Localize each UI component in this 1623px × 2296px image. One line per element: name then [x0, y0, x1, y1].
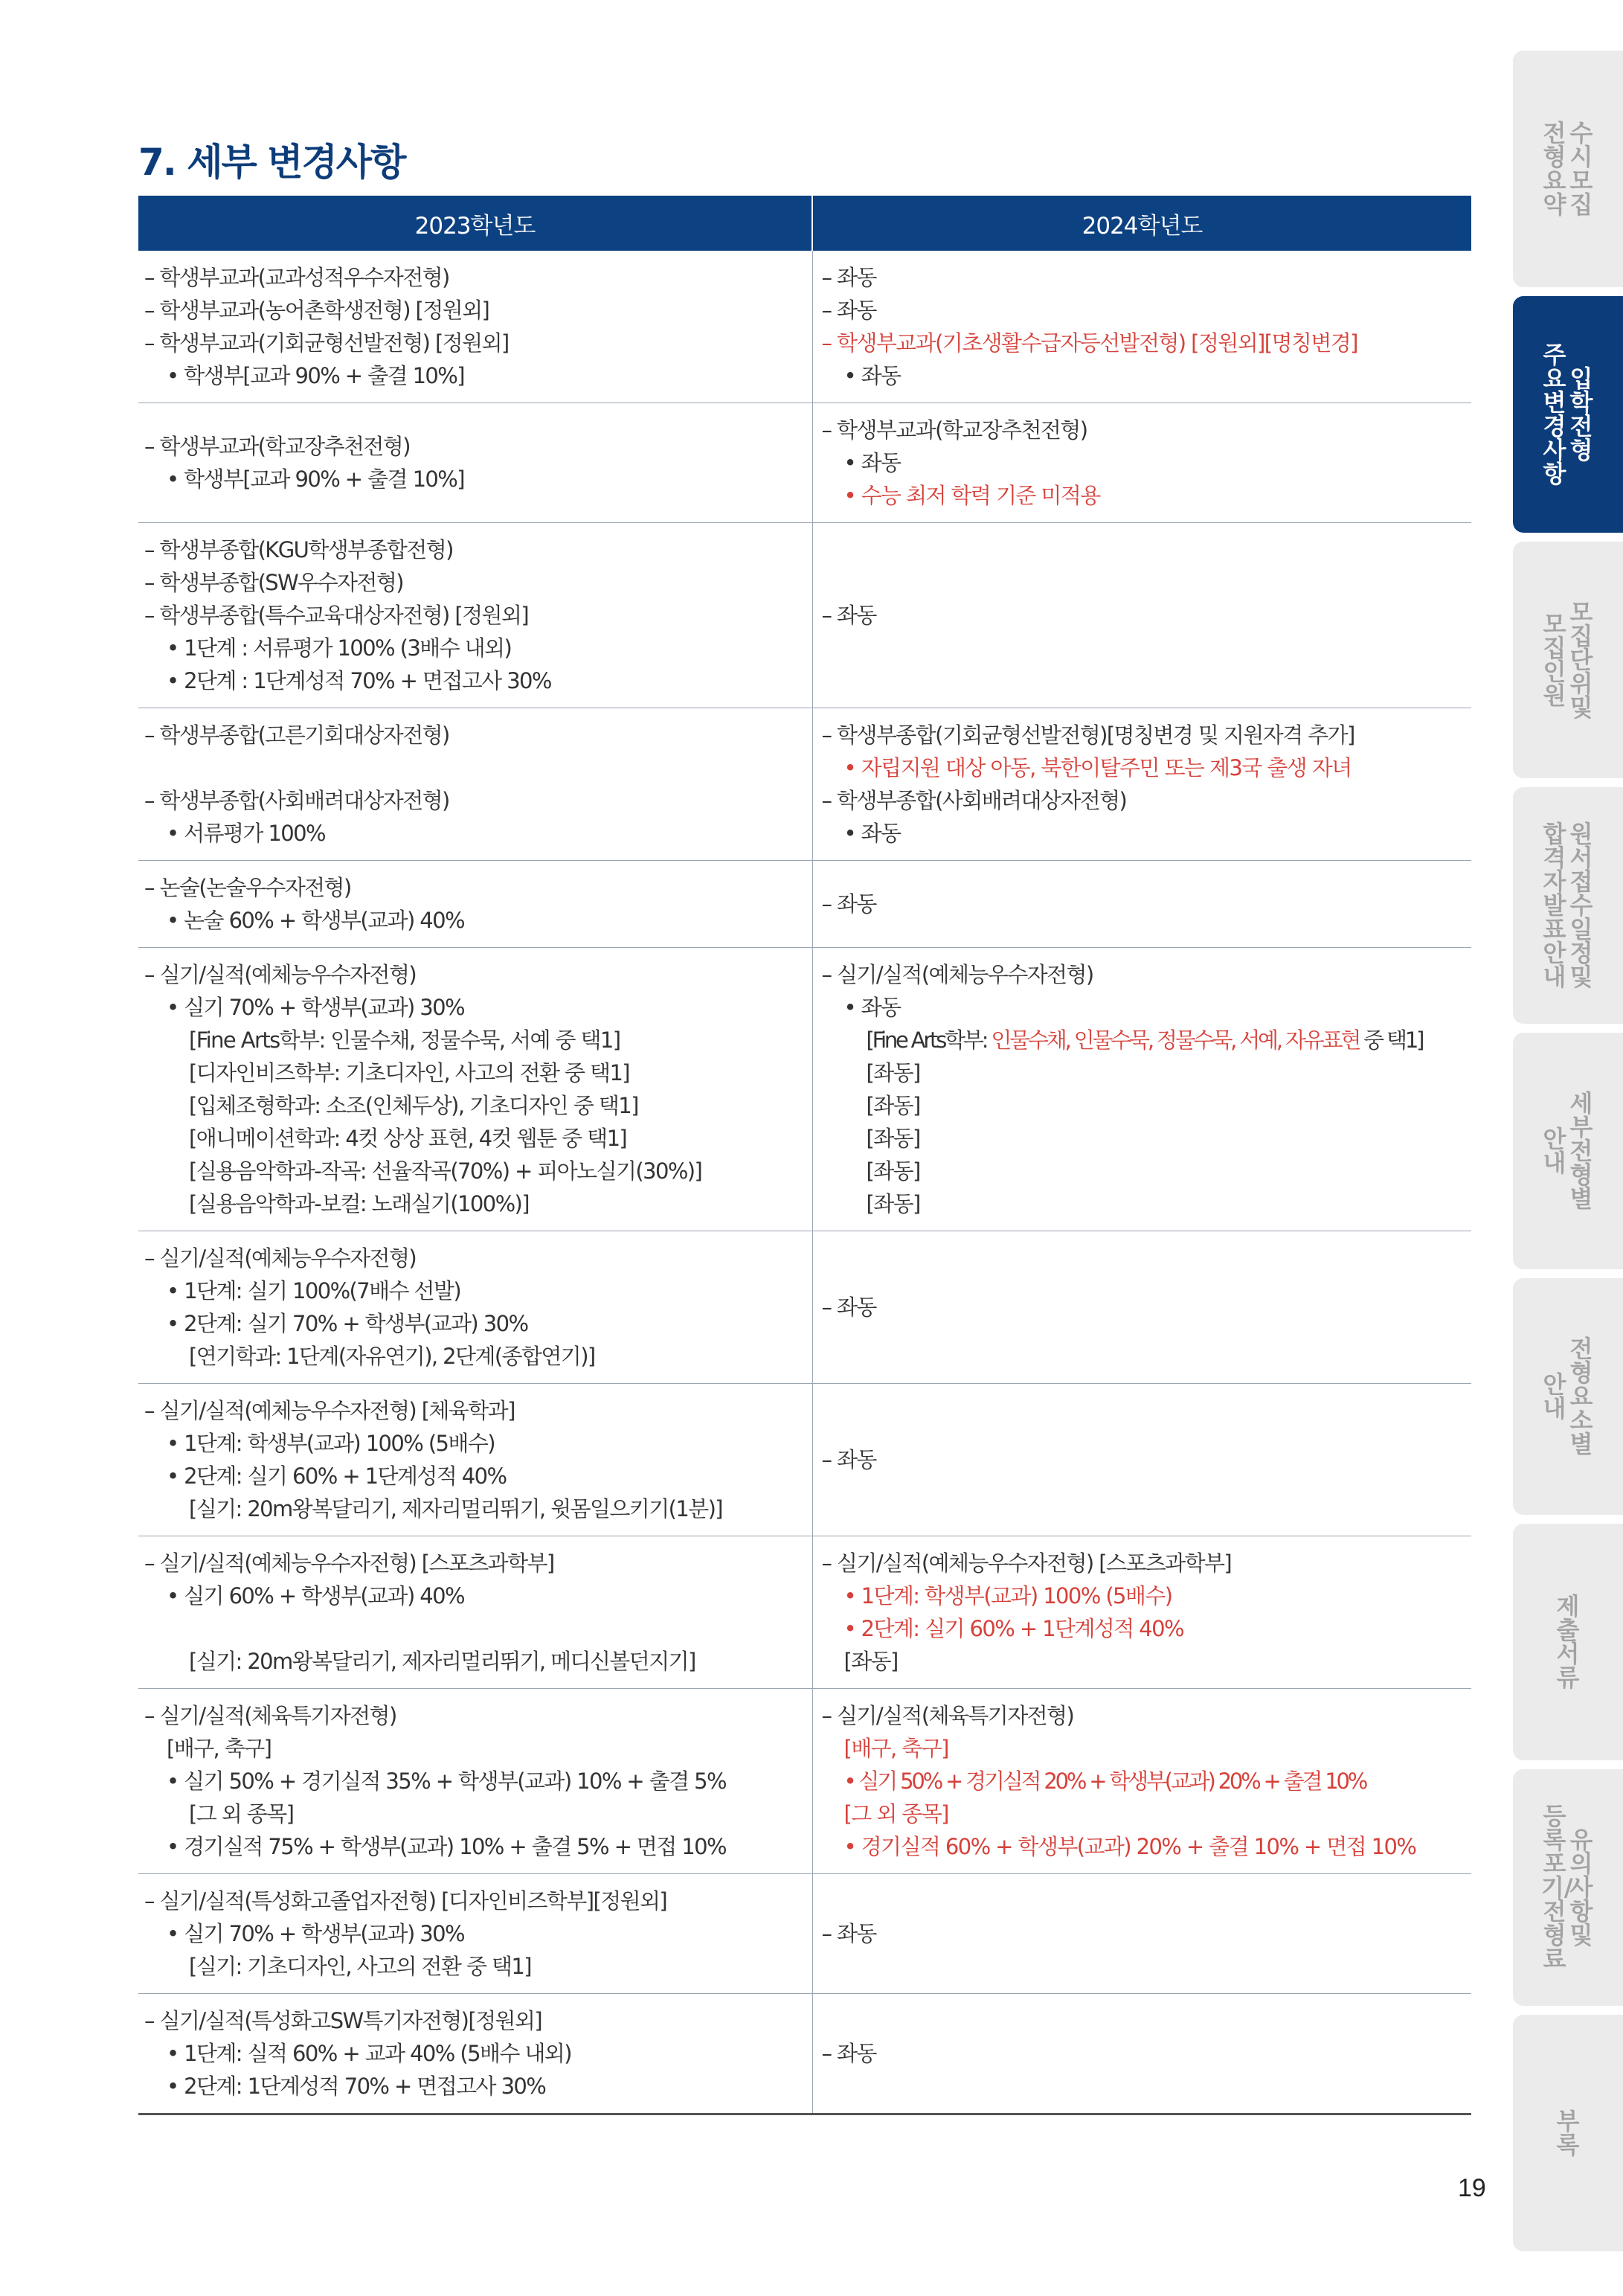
fine-arts-prefix: [Fine Arts학부: — [866, 1027, 992, 1053]
cell-subheading-changed: [배구, 축구] — [843, 1736, 948, 1761]
cell-line: – 좌동 — [821, 1295, 876, 1320]
tab-detailed-admission[interactable] — [1513, 1033, 1623, 1269]
cell-2023 — [138, 1874, 812, 1994]
cell-2023 — [138, 403, 812, 523]
cell-line: – 좌동 — [821, 1447, 876, 1472]
cell-bullet: • 1단계: 실적 60% + 교과 40% (5배수 내외) — [167, 2041, 571, 2066]
cell-bullet: • 1단계: 실기 100%(7배수 선발) — [167, 1278, 461, 1303]
cell-bullet: • 실기 50% + 경기실적 35% + 학생부(교과) 10% + 출결 5% — [167, 1769, 726, 1794]
cell-line: – 좌동 — [821, 891, 876, 917]
cell-line: – 학생부종합(SW우수자전형) — [144, 570, 403, 595]
cell-line: – 실기/실적(예체능우수자전형) [스포츠과학부] — [821, 1551, 1232, 1576]
table-row — [138, 523, 1471, 708]
cell-line: – 학생부교과(교과성적우수자전형) — [144, 265, 449, 290]
cell-detail: [좌동] — [866, 1158, 920, 1184]
cell-line: – 논술(논술우수자전형) — [144, 875, 351, 900]
cell-2024 — [812, 948, 1471, 1231]
cell-2024 — [812, 403, 1471, 523]
cell-detail: [실기: 20m왕복달리기, 제자리멀리뛰기, 윗몸일으키기(1분)] — [189, 1496, 723, 1521]
cell-line: – 학생부종합(KGU학생부종합전형) — [144, 537, 453, 562]
cell-bullet-changed: • 실기 50% + 경기실적 20% + 학생부(교과) 20% + 출결 10% — [843, 1769, 1366, 1794]
cell-detail: [좌동] — [866, 1191, 920, 1216]
table-row — [138, 1384, 1471, 1536]
cell-line: – 학생부교과(학교장추천전형) — [144, 434, 410, 459]
cell-detail: [애니메이션학과: 4컷 상상 표현, 4컷 웹툰 중 택1] — [189, 1126, 627, 1151]
table-row — [138, 403, 1471, 523]
tab-recruitment-units[interactable] — [1513, 542, 1623, 778]
cell-bullet: • 좌동 — [843, 821, 901, 846]
cell-2023 — [138, 708, 812, 861]
tab-label: 모집단위 및 — [1569, 598, 1593, 722]
cell-bullet: • 좌동 — [843, 363, 901, 388]
cell-line-changed: – 학생부교과(기초생활수급자등선발전형) [정원외][명칭변경] — [821, 330, 1357, 356]
tab-label: 입학전형 — [1569, 365, 1593, 464]
cell-bullet: • 실기 60% + 학생부(교과) 40% — [167, 1583, 464, 1609]
cell-2023 — [138, 948, 812, 1231]
cell-2024 — [812, 708, 1471, 861]
tab-label: 등록포기/전형료 — [1541, 1802, 1573, 1973]
cell-detail: [좌동] — [866, 1126, 920, 1151]
cell-2024 — [812, 1384, 1471, 1536]
cell-2023 — [138, 1994, 812, 2114]
cell-bullet: • 좌동 — [843, 450, 901, 475]
cell-2024 — [812, 1231, 1471, 1384]
cell-bullet: • 논술 60% + 학생부(교과) 40% — [167, 908, 464, 933]
cell-detail: [디자인비즈학부: 기초디자인, 사고의 전환 중 택1] — [189, 1060, 630, 1086]
table-row — [138, 861, 1471, 948]
tab-application-schedule[interactable] — [1513, 787, 1623, 1024]
page-number: 19 — [1458, 2174, 1486, 2202]
cell-2024 — [812, 523, 1471, 708]
cell-line: – 학생부교과(기회균형선발전형) [정원외] — [144, 330, 509, 356]
cell-line: – 실기/실적(예체능우수자전형) — [144, 962, 417, 987]
tab-label: 원서접수 일정 및 — [1569, 820, 1593, 991]
table-header-row — [138, 196, 1471, 251]
cell-bullet: • 좌동 — [843, 995, 901, 1020]
cell-bullet: • 2단계: 실기 60% + 1단계성적 40% — [167, 1463, 507, 1489]
cell-detail: [실기: 기초디자인, 사고의 전환 중 택1] — [189, 1954, 531, 1979]
cell-line: – 실기/실적(예체능우수자전형) [체육학과] — [144, 1398, 515, 1423]
cell-line: – 실기/실적(특성화고SW특기자전형)[정원외] — [144, 2008, 542, 2033]
cell-subheading: [그 외 종목] — [189, 1801, 294, 1827]
header-2024: 2024학년도 — [812, 196, 1471, 251]
tab-appendix[interactable] — [1513, 2015, 1623, 2251]
table-row — [138, 251, 1471, 403]
cell-line: – 학생부교과(농어촌학생전형) [정원외] — [144, 298, 489, 323]
tab-notes-and-fees[interactable] — [1513, 1769, 1623, 2006]
table-row — [138, 1231, 1471, 1384]
blank-line — [144, 1612, 812, 1645]
cell-line: – 좌동 — [821, 298, 876, 323]
cell-2024 — [812, 1994, 1471, 2114]
cell-detail: [좌동] — [866, 1093, 920, 1118]
fine-arts-line — [822, 1024, 1472, 1056]
table-row — [138, 948, 1471, 1231]
cell-line: – 학생부종합(사회배려대상자전형) — [821, 788, 1127, 813]
cell-2024 — [812, 1689, 1471, 1874]
blank-line — [144, 751, 812, 784]
cell-subheading: [배구, 축구] — [167, 1736, 271, 1761]
tab-major-changes[interactable] — [1513, 296, 1623, 533]
section-title: 7. 세부 변경사항 — [138, 141, 405, 184]
tab-label: 합격자발표 안내 — [1543, 820, 1566, 991]
cell-detail: [좌동] — [866, 1060, 920, 1086]
cell-bullet-changed: • 자립지원 대상 아동, 북한이탈주민 또는 제3국 출생 자녀 — [843, 755, 1352, 780]
tab-label: 안내 — [1543, 1370, 1566, 1423]
cell-line: – 좌동 — [821, 1921, 876, 1946]
cell-line: – 좌동 — [821, 603, 876, 628]
cell-detail: [Fine Arts학부: 인물수채, 정물수묵, 서예 중 택1] — [189, 1027, 620, 1053]
cell-bullet: • 실기 70% + 학생부(교과) 30% — [167, 1921, 464, 1946]
tab-label: 수시모집 — [1569, 119, 1593, 219]
cell-bullet: • 2단계 : 1단계성적 70% + 면접고사 30% — [167, 668, 551, 693]
cell-line: – 실기/실적(예체능우수자전형) [스포츠과학부] — [144, 1551, 554, 1576]
cell-bullet: • 학생부[교과 90% + 출결 10%] — [167, 363, 464, 388]
cell-line: – 학생부종합(기회균형선발전형)[명칭변경 및 지원자격 추가] — [821, 722, 1354, 748]
cell-2023 — [138, 523, 812, 708]
tab-label: 주요변경사항 — [1543, 341, 1566, 488]
cell-bullet: • 1단계: 학생부(교과) 100% (5배수) — [167, 1431, 495, 1456]
cell-bullet-changed: • 2단계: 실기 60% + 1단계성적 40% — [843, 1616, 1183, 1641]
cell-detail: [좌동] — [843, 1649, 898, 1674]
cell-detail: [실기: 20m왕복달리기, 제자리멀리뛰기, 메디신볼던지기] — [189, 1649, 695, 1674]
changes-table — [138, 196, 1471, 2115]
cell-bullet: • 경기실적 75% + 학생부(교과) 10% + 출결 5% + 면접 10% — [167, 1834, 726, 1859]
cell-2024 — [812, 1874, 1471, 1994]
table-row — [138, 708, 1471, 861]
cell-bullet: • 실기 70% + 학생부(교과) 30% — [167, 995, 464, 1020]
cell-line: – 실기/실적(체육특기자전형) — [821, 1703, 1074, 1728]
cell-line: – 학생부종합(고른기회대상자전형) — [144, 722, 449, 748]
header-2023: 2023학년도 — [138, 196, 812, 251]
cell-line: – 좌동 — [821, 2041, 876, 2066]
cell-2023 — [138, 251, 812, 403]
tab-label: 제출서류 — [1556, 1592, 1580, 1692]
cell-line: – 학생부종합(특수교육대상자전형) [정원외] — [144, 603, 529, 628]
cell-detail: [연기학과: 1단계(자유연기), 2단계(종합연기)] — [189, 1344, 595, 1369]
cell-line: – 좌동 — [821, 265, 876, 290]
cell-bullet-changed: • 수능 최저 학력 기준 미적용 — [843, 483, 1100, 508]
cell-detail: [실용음악학과-작곡: 선율작곡(70%) + 피아노실기(30%)] — [189, 1158, 702, 1184]
tab-recruitment-summary[interactable] — [1513, 51, 1623, 287]
cell-2023 — [138, 1536, 812, 1689]
cell-detail: [실용음악학과-보컬: 노래실기(100%)] — [189, 1191, 529, 1216]
table-row — [138, 1536, 1471, 1689]
cell-bullet-changed: • 경기실적 60% + 학생부(교과) 20% + 출결 10% + 면접 10% — [843, 1834, 1416, 1859]
cell-bullet-changed: • 1단계: 학생부(교과) 100% (5배수) — [843, 1583, 1172, 1609]
tab-admission-elements[interactable] — [1513, 1278, 1623, 1515]
cell-line: – 실기/실적(체육특기자전형) — [144, 1703, 396, 1728]
tab-label: 전형요약 — [1543, 119, 1566, 219]
cell-2023 — [138, 861, 812, 948]
table-row — [138, 1874, 1471, 1994]
fine-arts-changed: 인물수채, 인물수묵, 정물수묵, 서예, 자유표현 — [991, 1027, 1360, 1053]
cell-2024 — [812, 251, 1471, 403]
cell-line: – 실기/실적(예체능우수자전형) — [144, 1245, 417, 1271]
cell-2023 — [138, 1384, 812, 1536]
cell-bullet: • 1단계 : 서류평가 100% (3배수 내외) — [167, 635, 512, 661]
cell-2024 — [812, 861, 1471, 948]
cell-subheading-changed: [그 외 종목] — [843, 1801, 948, 1827]
fine-arts-suffix: 중 택1] — [1359, 1027, 1423, 1053]
cell-line: – 학생부교과(학교장추천전형) — [821, 417, 1087, 443]
tab-label: 부록 — [1556, 2107, 1580, 2159]
cell-bullet: • 학생부[교과 90% + 출결 10%] — [167, 466, 464, 492]
tab-label: 모집인원 — [1543, 610, 1566, 710]
cell-2023 — [138, 1689, 812, 1874]
cell-bullet: • 2단계: 실기 70% + 학생부(교과) 30% — [167, 1311, 528, 1336]
tab-label: 유의사항 및 — [1569, 1826, 1593, 1949]
cell-detail: [입체조형학과: 소조(인체두상), 기초디자인 중 택1] — [189, 1093, 638, 1118]
cell-2023 — [138, 1231, 812, 1384]
tab-label: 전형요소별 — [1569, 1335, 1593, 1458]
cell-bullet: • 서류평가 100% — [167, 821, 325, 846]
cell-line: – 학생부종합(사회배려대상자전형) — [144, 788, 449, 813]
cell-2024 — [812, 1536, 1471, 1689]
cell-bullet: • 2단계: 1단계성적 70% + 면접고사 30% — [167, 2074, 546, 2099]
tab-documents[interactable] — [1513, 1524, 1623, 1760]
tab-label: 안내 — [1543, 1125, 1566, 1177]
tab-label: 세부전형별 — [1569, 1089, 1593, 1213]
cell-line: – 실기/실적(특성화고졸업자전형) [디자인비즈학부][정원외] — [144, 1888, 667, 1914]
cell-line: – 실기/실적(예체능우수자전형) — [821, 962, 1093, 987]
table-row — [138, 1994, 1471, 2114]
table-row — [138, 1689, 1471, 1874]
